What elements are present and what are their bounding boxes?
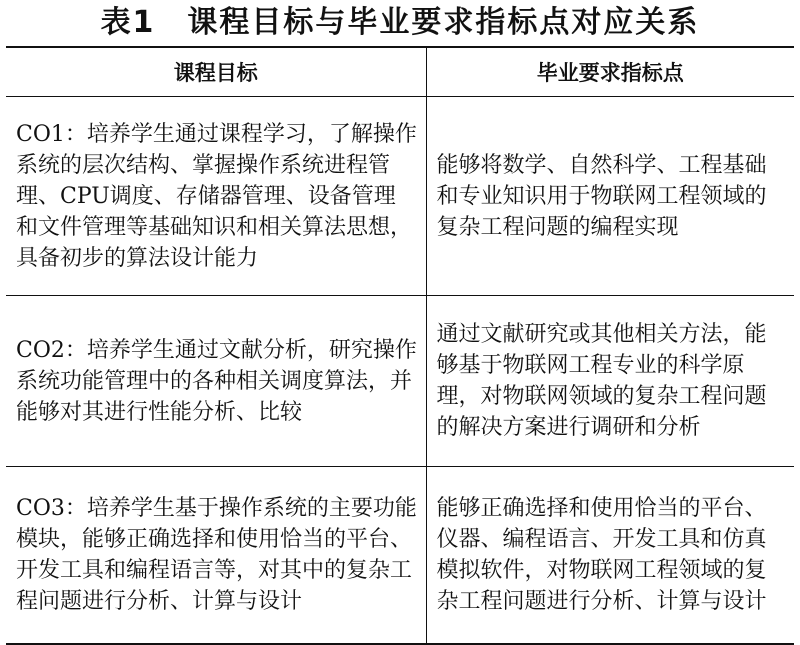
graduation-indicator-cell: 能够将数学、自然科学、工程基础和专业知识用于物联网工程领域的复杂工程问题的编程实现 (426, 97, 794, 296)
table-row (6, 97, 794, 296)
table-row (6, 296, 794, 467)
table-title: 表1 课程目标与毕业要求指标点对应关系 (100, 5, 700, 40)
course-objective-cell: CO2：培养学生通过文献分析，研究操作系统功能管理中的各种相关调度算法，并能够对其进行性能分析、比较 (6, 296, 426, 467)
table-row (6, 467, 794, 645)
header-graduation-indicator: 毕业要求指标点 (426, 47, 794, 97)
header-course-objective: 课程目标 (6, 47, 426, 97)
graduation-indicator-cell: 能够正确选择和使用恰当的平台、仪器、编程语言、开发工具和仿真模拟软件，对物联网工程领域的复杂工程问题进行分析、计算与设计 (426, 467, 794, 645)
table-header-row (6, 47, 794, 97)
graduation-indicator-cell: 通过文献研究或其他相关方法，能够基于物联网工程专业的科学原理，对物联网领域的复杂工程问题的解决方案进行调研和分析 (426, 296, 794, 467)
course-objective-cell: CO3：培养学生基于操作系统的主要功能模块，能够正确选择和使用恰当的平台、开发工具和编程语言等，对其中的复杂工程问题进行分析、计算与设计 (6, 467, 426, 645)
mapping-table (6, 46, 794, 645)
course-objective-cell: CO1：培养学生通过课程学习，了解操作系统的层次结构、掌握操作系统进程管理、CPU调度、存储器管理、设备管理和文件管理等基础知识和相关算法思想，具备初步的算法设计能力 (6, 97, 426, 296)
